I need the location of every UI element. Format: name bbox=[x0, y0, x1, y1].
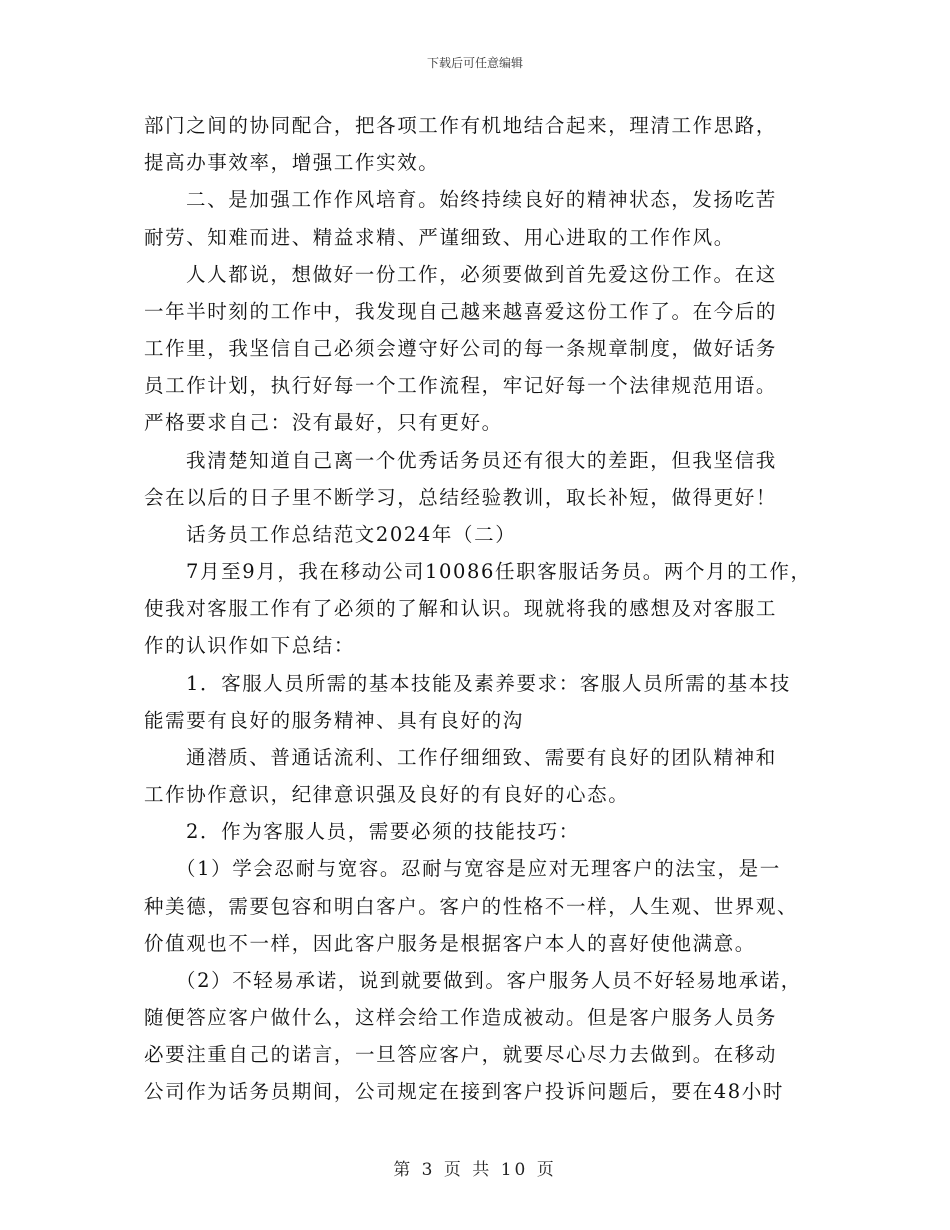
body-line: 使我对客服工作有了必须的了解和认识。现就将我的感想及对客服工 bbox=[144, 597, 778, 620]
body-line: 人人都说，想做好一份工作，必须要做到首先爱这份工作。在这 bbox=[186, 263, 777, 286]
body-line: 作的认识作如下总结： bbox=[144, 634, 356, 657]
body-line: 二、是加强工作作风培育。始终持续良好的精神状态，发扬吃苦 bbox=[186, 188, 777, 211]
body-line: 价值观也不一样，因此客户服务是根据客户本人的喜好使他满意。 bbox=[144, 932, 756, 955]
body-line: 能需要有良好的服务精神、具有良好的沟 bbox=[144, 709, 524, 732]
body-line: 1．客服人员所需的基本技能及素养要求：客服人员所需的基本技 bbox=[186, 672, 791, 695]
body-line: 公司作为话务员期间，公司规定在接到客户投诉问题后，要在48小时 bbox=[144, 1080, 784, 1103]
body-line: 一年半时刻的工作中，我发现自己越来越喜爱这份工作了。在今后的 bbox=[144, 300, 778, 323]
body-line: （2）不轻易承诺，说到就要做到。客户服务人员不好轻易地承诺， bbox=[176, 969, 802, 992]
body-line: 严格要求自己：没有最好，只有更好。 bbox=[144, 411, 503, 434]
body-line: 7月至9月，我在移动公司10086任职客服话务员。两个月的工作， bbox=[186, 560, 812, 583]
body-line: 我清楚知道自己离一个优秀话务员还有很大的差距，但我坚信我 bbox=[186, 449, 777, 472]
body-line: 种美德，需要包容和明白客户。客户的性格不一样，人生观、世界观、 bbox=[144, 895, 799, 918]
body-line: 部门之间的协同配合，把各项工作有机地结合起来，理清工作思路， bbox=[144, 114, 778, 137]
body-line: 通潜质、普通话流利、工作仔细细致、需要有良好的团队精神和 bbox=[186, 746, 777, 769]
page-footer: 第 3 页 共 10 页 bbox=[393, 1160, 557, 1180]
body-line: 耐劳、知难而进、精益求精、严谨细致、用心进取的工作作风。 bbox=[144, 226, 735, 249]
body-line: （1）学会忍耐与宽容。忍耐与宽容是应对无理客户的法宝，是一 bbox=[176, 857, 781, 880]
body-line: 必要注重自己的诺言，一旦答应客户，就要尽心尽力去做到。在移动 bbox=[144, 1043, 778, 1066]
body-line: 员工作计划，执行好每一个工作流程，牢记好每一个法律规范用语。 bbox=[144, 374, 778, 397]
body-line: 随便答应客户做什么，这样会给工作造成被动。但是客户服务人员务 bbox=[144, 1006, 778, 1029]
body-line: 工作里，我坚信自己必须会遵守好公司的每一条规章制度，做好话务 bbox=[144, 337, 778, 360]
page-header: 下载后可任意编辑 bbox=[426, 56, 523, 70]
body-line: 2．作为客服人员，需要必须的技能技巧： bbox=[186, 820, 580, 843]
section-heading: 话务员工作总结范文2024年（二） bbox=[186, 523, 517, 546]
body-line: 提高办事效率，增强工作实效。 bbox=[144, 151, 440, 174]
body-line: 工作协作意识，纪律意识强及良好的有良好的心态。 bbox=[144, 783, 630, 806]
body-line: 会在以后的日子里不断学习，总结经验教训，取长补短，做得更好！ bbox=[144, 486, 778, 509]
